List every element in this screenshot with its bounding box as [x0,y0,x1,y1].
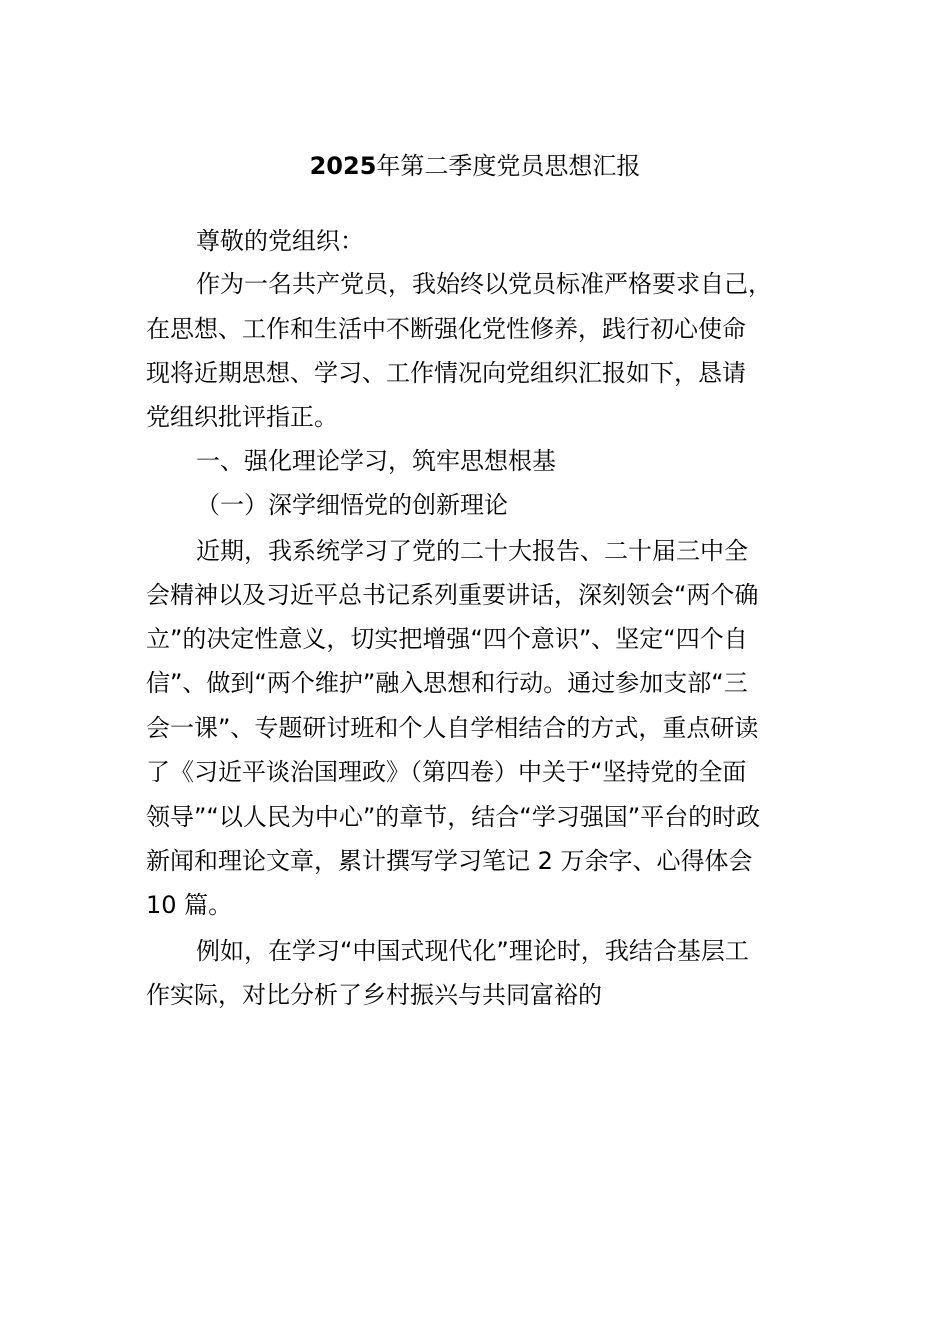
paragraph-line: 会精神以及习近平总书记系列重要讲话，深刻领会“两个确 [146,581,759,609]
title-text: 年第二季度党员思想汇报 [376,152,641,180]
paragraph-line: 近期，我系统学习了党的二十大报告、二十届三中全 [196,537,748,565]
paragraph-line: 10 篇。 [146,891,233,919]
paragraph-line: 领导”“以人民为中心”的章节，结合“学习强国”平台的时政 [146,803,761,831]
paragraph-line: 新闻和理论文章，累计撰写学习笔记 2 万余字、心得体会 [146,847,753,875]
paragraph-line: 党组织批评指正。 [146,403,338,431]
paragraph-line: 现将近期思想、学习、工作情况向党组织汇报如下，恳请 [146,359,746,387]
paragraph-line: 立”的决定性意义，切实把增强“四个意识”、坚定“四个自 [146,625,748,653]
paragraph-line: 例如，在学习“中国式现代化”理论时，我结合基层工 [196,937,749,965]
subsection-heading: （一）深学细悟党的创新理论 [196,491,508,519]
paragraph-line: 了《习近平谈治国理政》（第四卷）中关于“坚持党的全面 [146,758,747,786]
section-heading: 一、强化理论学习，筑牢思想根基 [196,447,556,475]
paragraph-line: 作为一名共产党员，我始终以党员标准严格要求自己， [196,270,772,298]
paragraph-line: 信”、做到“两个维护”融入思想和行动。通过参加支部“三 [146,669,748,697]
salutation: 尊敬的党组织： [196,227,364,255]
title-year: 2025 [309,152,377,180]
paragraph-line: 作实际，对比分析了乡村振兴与共同富裕的 [146,981,602,1009]
document-title [0,146,950,186]
paragraph-line: 在思想、工作和生活中不断强化党性修养，践行初心使命 [146,315,746,343]
paragraph-line: 会一课”、专题研讨班和个人自学相结合的方式，重点研读 [146,714,759,742]
